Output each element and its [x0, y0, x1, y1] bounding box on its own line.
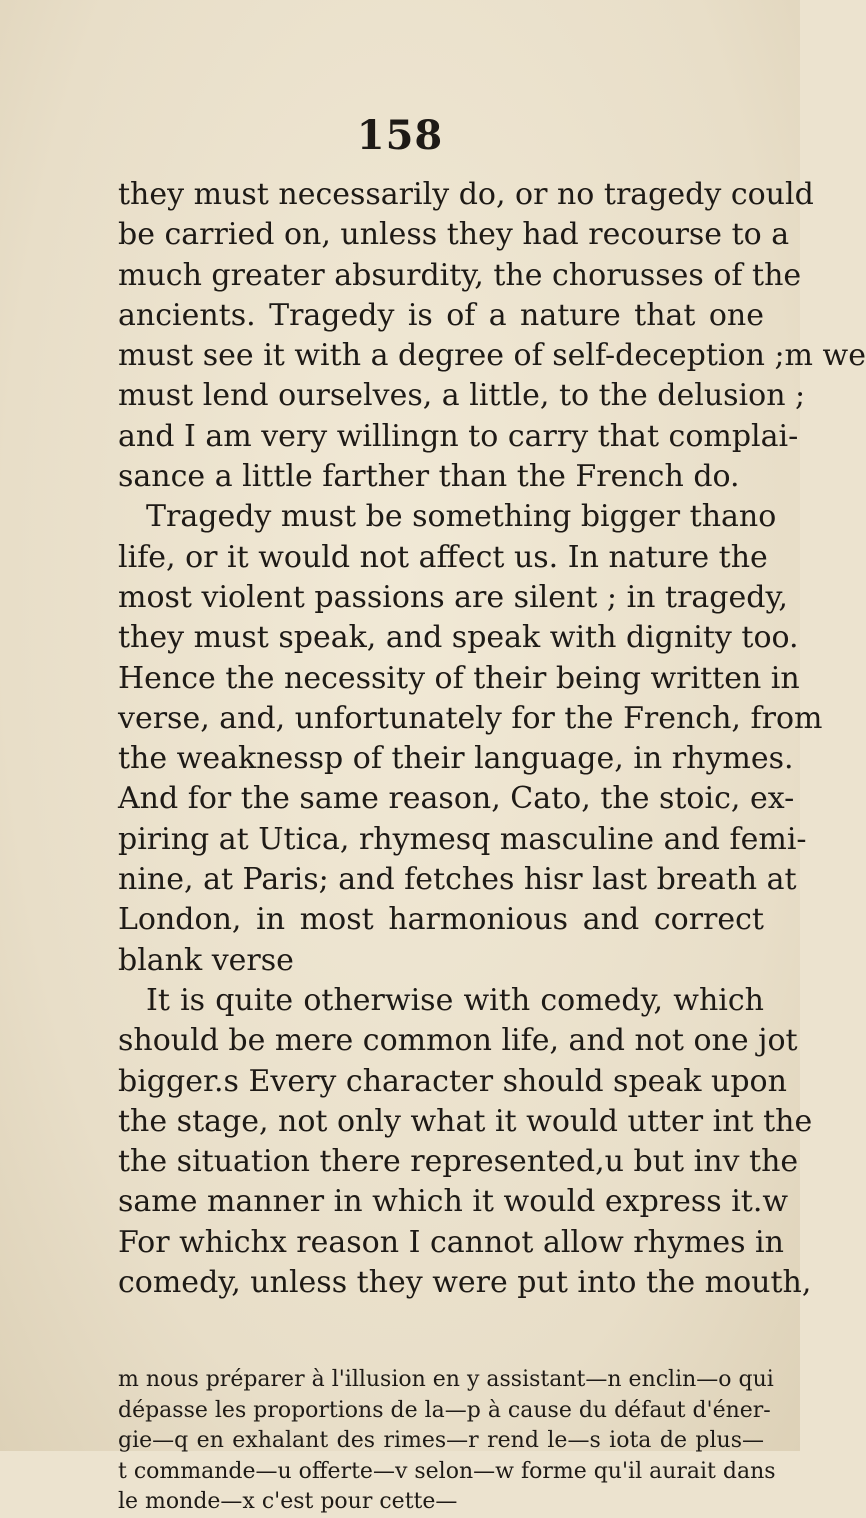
- text-line: Hence the necessity of their being written in: [118, 660, 800, 696]
- footnote-line: m nous préparer à l'illusion en y assistant—n enclin—o qui: [118, 1367, 774, 1392]
- footnote-line: gie—q en exhalant des rimes—r rend le—s iota de plus—: [118, 1428, 764, 1453]
- text-line: must lend ourselves, a little, to the delusion ;: [118, 378, 806, 414]
- text-line: ancients. Tragedy is of a nature that one: [118, 297, 764, 333]
- text-line: nine, at Paris; and fetches hisr last breath at: [118, 862, 797, 898]
- footnotes: [118, 1365, 776, 1518]
- footnote-line: t commande—u offerte—v selon—w forme qu'il aurait dans: [118, 1458, 776, 1484]
- text-line: And for the same reason, Cato, the stoic, ex-: [118, 781, 795, 817]
- text-line: comedy, unless they were put into the mouth,: [118, 1265, 812, 1301]
- footnote-line: le monde—x c'est pour cette—: [118, 1489, 458, 1514]
- text-line: piring at Utica, rhymesq masculine and femi-: [118, 821, 807, 857]
- text-line: must see it with a degree of self-deception ;m we: [118, 338, 866, 374]
- text-line: and I am very willingn to carry that complai-: [118, 418, 799, 454]
- text-line: the situation there represented,u but inv the: [118, 1144, 799, 1180]
- text-line: much greater absurdity, the chorusses of the: [118, 257, 802, 293]
- text-line: same manner in which it would express it.w: [118, 1184, 789, 1220]
- text-line: sance a little farther than the French do.: [118, 459, 740, 495]
- text-line: For whichx reason I cannot allow rhymes in: [118, 1224, 784, 1260]
- text-line: be carried on, unless they had recourse to a: [118, 217, 790, 253]
- footnote-line: dépasse les proportions de la—p à cause du défaut d'éner-: [118, 1397, 771, 1423]
- text-line: should be mere common life, and not one jot: [118, 1023, 798, 1059]
- page-number: 158: [356, 112, 444, 159]
- text-line: they must necessarily do, or no tragedy could: [118, 177, 814, 212]
- text-line: London, in most harmonious and correct: [118, 902, 764, 938]
- text-line: verse, and, unfortunately for the French, from: [118, 700, 823, 736]
- text-line: Tragedy must be something bigger thano: [146, 499, 777, 535]
- text-line: the stage, not only what it would utter int the: [118, 1103, 813, 1139]
- text-line: they must speak, and speak with dignity too.: [118, 620, 799, 656]
- text-line: the weaknessp of their language, in rhymes.: [118, 741, 794, 777]
- text-line: bigger.s Every character should speak upon: [118, 1063, 787, 1099]
- text-line: blank verse: [118, 942, 294, 978]
- text-line: life, or it would not affect us. In nature the: [118, 539, 768, 575]
- text-line: It is quite otherwise with comedy, which: [146, 982, 764, 1018]
- text-line: most violent passions are silent ; in tragedy,: [118, 579, 788, 615]
- body-text: [118, 175, 866, 1303]
